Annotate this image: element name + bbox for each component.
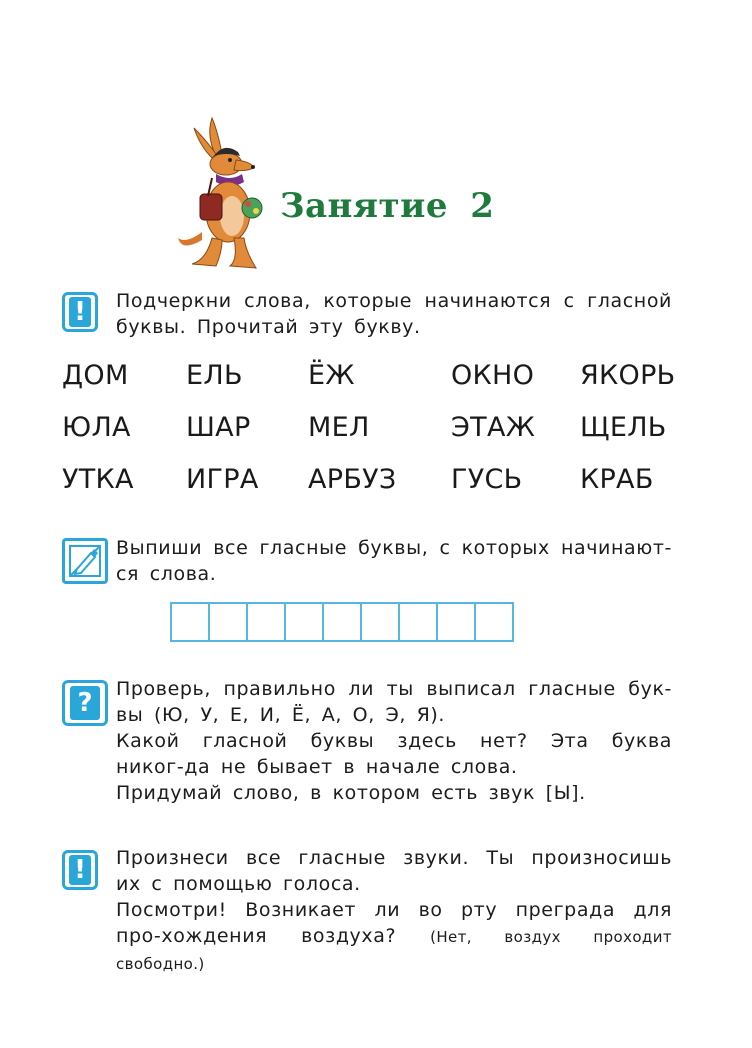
answer-cells <box>170 602 514 642</box>
task1-instructions <box>116 288 672 340</box>
word: ЭТАЖ <box>451 412 536 443</box>
word: УТКА <box>62 464 134 495</box>
task2-instructions: Выпиши все гласные буквы, с которых начинают-ся слова. <box>116 537 672 585</box>
answer-cell[interactable] <box>360 602 400 642</box>
task1-text: Подчеркни слова, которые начинаются с гласной буквы. Прочитай эту букву. <box>116 290 672 338</box>
answer-cell[interactable] <box>284 602 324 642</box>
kangaroo-illustration <box>172 112 272 274</box>
word: ИГРА <box>186 464 259 495</box>
word: ШАР <box>186 412 251 443</box>
task4-text-2: Посмотри! Возникает ли во рту преграда для про-хождения воздуха? (Нет, воздух проходит свободно.) <box>116 899 672 973</box>
word: ЯКОРЬ <box>580 360 676 391</box>
pencil-icon <box>62 538 108 584</box>
question-icon: ? <box>62 680 108 726</box>
exclamation-icon: ! <box>62 850 98 890</box>
word: ГУСЬ <box>451 464 523 495</box>
page-title: Занятие 2 <box>280 186 495 226</box>
answer-note: (Нет, воздух проходит свободно.) <box>116 928 672 973</box>
exclamation-icon: ! <box>62 292 98 332</box>
word: ЁЖ <box>308 360 355 391</box>
task3-text-1: Проверь, правильно ли ты выписал гласные бук-вы (Ю, У, Е, И, Ё, А, О, Э, Я). <box>116 678 672 726</box>
answer-cell[interactable] <box>246 602 286 642</box>
task3-instructions <box>116 676 672 806</box>
word: ЮЛА <box>62 412 131 443</box>
answer-cell[interactable] <box>398 602 438 642</box>
answer-cell[interactable] <box>322 602 362 642</box>
task3-text-2: Какой гласной буквы здесь нет? Эта буква никог-да не бывает в начале слова. <box>116 730 672 778</box>
word: ДОМ <box>62 360 129 391</box>
task3-text-3: Придумай слово, в котором есть звук [Ы]. <box>116 782 586 804</box>
word: МЕЛ <box>308 412 370 443</box>
answer-cell[interactable] <box>170 602 210 642</box>
word: ОКНО <box>451 360 535 391</box>
word: КРАБ <box>580 464 654 495</box>
word: АРБУЗ <box>308 464 397 495</box>
answer-cell[interactable] <box>208 602 248 642</box>
word: ЩЕЛЬ <box>580 412 667 443</box>
task4-text-1: Произнеси все гласные звуки. Ты произносишь их с помощью голоса. <box>116 847 672 895</box>
answer-cell[interactable] <box>436 602 476 642</box>
task4-instructions <box>116 845 672 977</box>
word: ЕЛЬ <box>186 360 243 391</box>
answer-cell[interactable] <box>474 602 514 642</box>
